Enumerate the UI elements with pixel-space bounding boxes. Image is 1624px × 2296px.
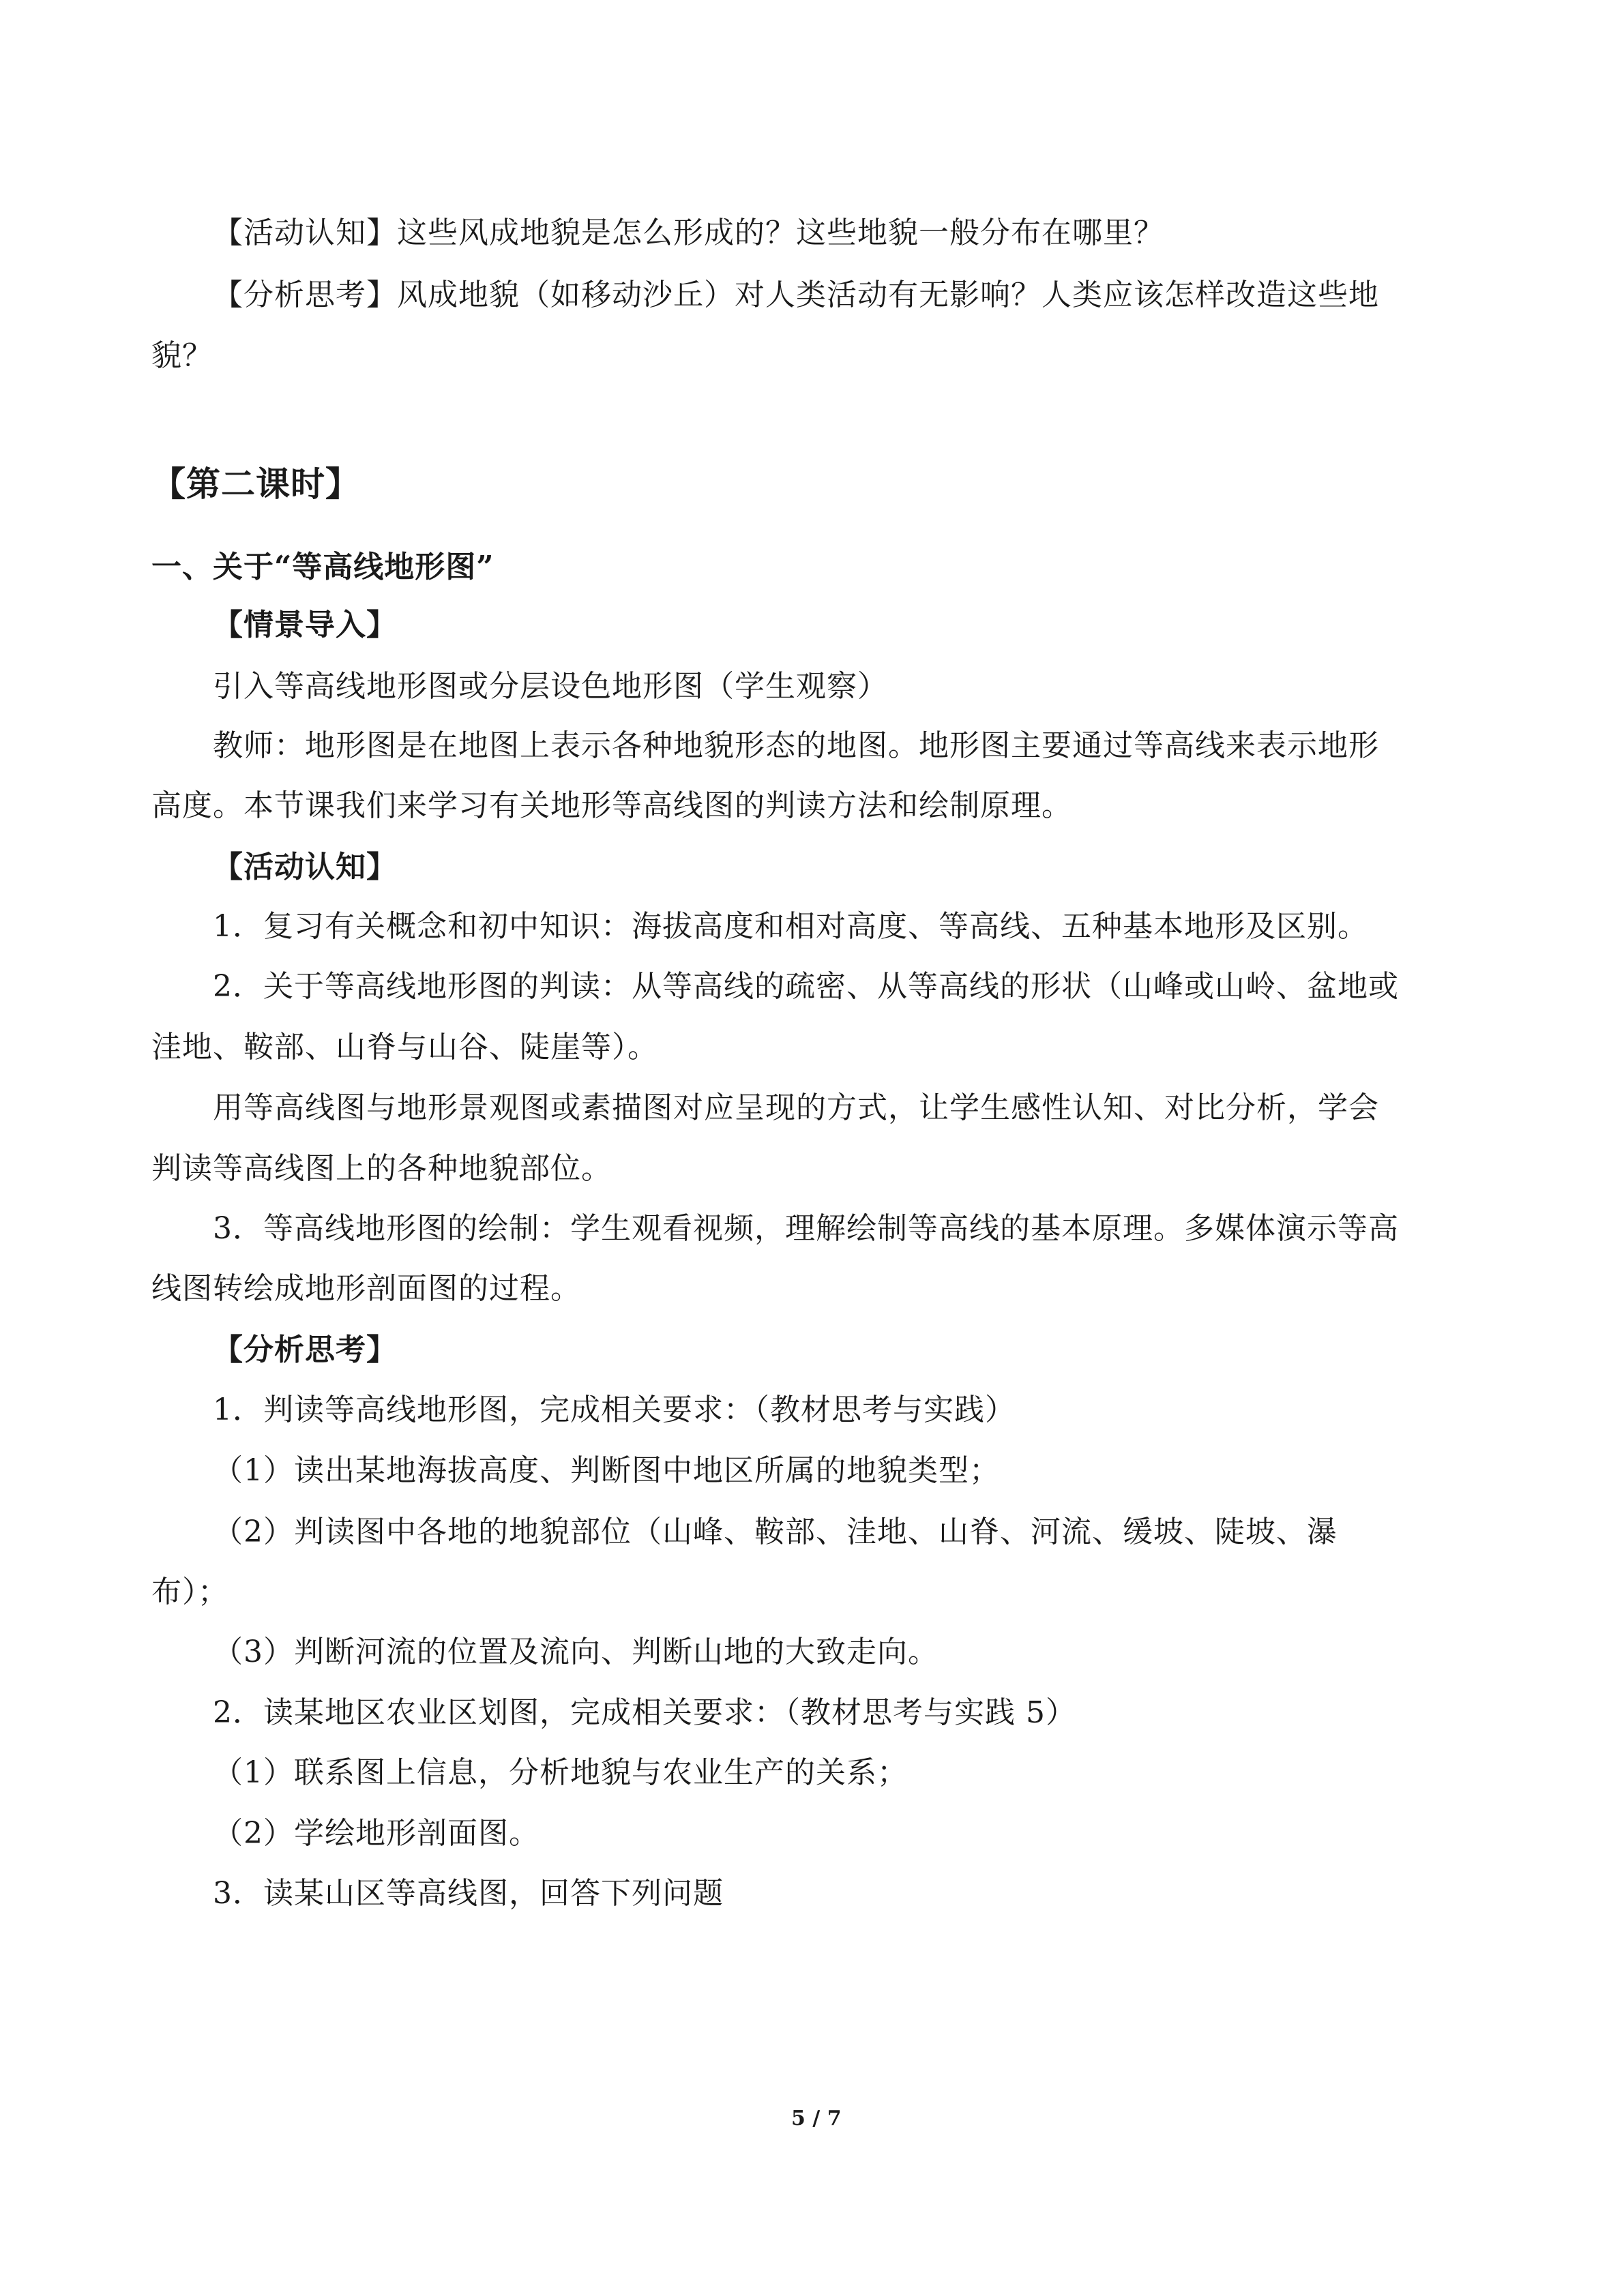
activity-label: 【活动认知】 [213, 850, 397, 884]
analysis-label: 【分析思考】 [213, 1332, 397, 1367]
activity-item-1: 1．复习有关概念和初中知识：海拔高度和相对高度、等高线、五种基本地形及区别。 [213, 909, 1368, 944]
question-2: 2．读某地区农业区划图，完成相关要求：（教材思考与实践 5） [213, 1695, 1076, 1730]
question-1-3: （3）判断河流的位置及流向、判断山地的大致走向。 [213, 1635, 939, 1669]
question-1-1: （1）读出某地海拔高度、判断图中地区所属的地貌类型； [213, 1453, 1000, 1488]
activity-item-2-line2: 洼地、鞍部、山脊与山谷、陡崖等）。 [151, 1030, 658, 1064]
teacher-text-line1: 教师：地形图是在地图上表示各种地貌形态的地图。地形图主要通过等高线来表示地形 [213, 728, 1379, 763]
question-1: 1．判读等高线地形图，完成相关要求：（教材思考与实践） [213, 1392, 1016, 1427]
section-heading: 一、关于“等高线地形图” [151, 550, 494, 584]
question-2-2: （2）学绘地形剖面图。 [213, 1816, 540, 1851]
question-2-1: （1）联系图上信息，分析地貌与农业生产的关系； [213, 1755, 908, 1790]
paragraph-analysis-line2: 貌？ [151, 338, 213, 373]
activity-item-3-line1: 3．等高线地形图的绘制：学生观看视频，理解绘制等高线的基本原理。多媒体演示等高 [213, 1211, 1399, 1246]
question-3: 3．读某山区等高线图，回答下列问题 [213, 1876, 724, 1911]
intro-text: 引入等高线地形图或分层设色地形图（学生观察） [213, 669, 888, 704]
page-number: 5 / 7 [791, 2106, 842, 2130]
question-1-2-line2: 布）； [151, 1575, 228, 1609]
activity-item-3-line2: 线图转绘成地形剖面图的过程。 [151, 1271, 581, 1306]
intro-label: 【情景导入】 [213, 608, 397, 642]
paragraph-activity-cognition: 【活动认知】这些风成地貌是怎么形成的？这些地貌一般分布在哪里？ [213, 215, 1164, 250]
paragraph-analysis-line1: 【分析思考】风成地貌（如移动沙丘）对人类活动有无影响？人类应该怎样改造这些地 [213, 278, 1379, 312]
method-text-line1: 用等高线图与地形景观图或素描图对应呈现的方式，让学生感性认知、对比分析，学会 [213, 1090, 1379, 1125]
question-1-2-line1: （2）判读图中各地的地貌部位（山峰、鞍部、洼地、山脊、河流、缓坡、陡坡、瀑 [213, 1515, 1338, 1549]
method-text-line2: 判读等高线图上的各种地貌部位。 [151, 1151, 612, 1186]
lesson-title: 【第二课时】 [151, 464, 360, 504]
teacher-text-line2: 高度。本节课我们来学习有关地形等高线图的判读方法和绘制原理。 [151, 788, 1072, 823]
activity-item-2-line1: 2．关于等高线地形图的判读：从等高线的疏密、从等高线的形状（山峰或山岭、盆地或 [213, 969, 1399, 1004]
